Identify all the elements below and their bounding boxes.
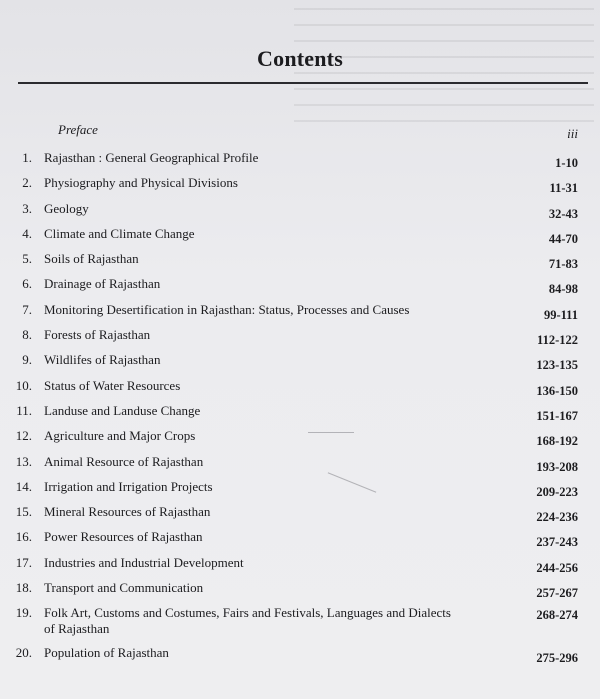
chapter-pages: 112-122 [537,333,578,348]
toc-entry [0,403,600,428]
page-title: Contents [257,46,343,71]
chapter-number: 15. [15,504,32,520]
chapter-title: Landuse and Landuse Change [44,402,201,418]
toc-entry [0,479,600,504]
toc-entry [0,378,600,403]
toc-entry [0,645,600,670]
chapter-number: 12. [15,428,32,444]
chapter-number: 2. [22,175,32,191]
chapter-title: Wildlifes of Rajasthan [44,352,161,368]
toc-entry [0,605,600,645]
chapter-number: 17. [15,554,32,570]
preface-page: iii [567,126,578,141]
chapter-pages: 11-31 [549,181,578,196]
chapter-title: Physiography and Physical Divisions [44,175,238,191]
chapter-title: Power Resources of Rajasthan [44,529,203,545]
chapter-pages: 151-167 [536,408,578,423]
chapter-number: 6. [22,276,32,292]
chapter-pages: 224-236 [536,510,578,525]
toc-entry [0,580,600,605]
chapter-pages: 268-274 [536,608,578,623]
chapter-pages: 84-98 [548,282,578,297]
toc-entry [0,352,600,377]
title-rule [18,82,588,84]
toc-entry [0,302,600,327]
toc-entry [0,226,600,251]
chapter-number: 16. [15,529,32,545]
chapter-title: Transport and Communication [44,580,204,596]
chapter-title: Geology [44,200,89,216]
chapter-pages: 275-296 [536,651,578,666]
chapter-number: 4. [22,225,32,241]
toc-entry [0,251,600,276]
chapter-number: 19. [15,605,32,621]
chapter-pages: 257-267 [536,586,578,601]
toc-entry [0,276,600,301]
chapter-pages: 123-135 [536,358,578,373]
chapter-title: Climate and Climate Change [44,225,195,241]
pencil-mark [308,432,354,433]
chapter-pages: 44-70 [548,231,578,246]
toc-entry [0,428,600,453]
chapter-title: Mineral Resources of Rajasthan [44,504,211,520]
chapter-pages: 1-10 [555,156,578,170]
chapter-title: Population of Rajasthan [44,645,169,661]
chapter-number: 7. [22,301,32,317]
chapter-title: Animal Resource of Rajasthan [44,453,204,469]
chapter-title: Soils of Rajasthan [44,251,139,267]
chapter-title: Status of Water Resources [44,377,181,393]
chapter-title: Drainage of Rajasthan [44,276,161,292]
contents-list [0,150,600,671]
chapter-pages: 237-243 [536,535,578,550]
chapter-pages: 244-256 [536,560,578,575]
chapter-pages: 136-150 [536,383,578,398]
preface-label: Preface [58,122,98,137]
chapter-pages: 209-223 [536,484,578,499]
chapter-number: 20. [15,645,32,661]
chapter-title: Monitoring Desertification in Rajasthan: Status, Processes and Causes [44,301,410,317]
toc-entry [0,555,600,580]
chapter-pages: 193-208 [536,459,578,474]
chapter-number: 1. [22,150,32,165]
chapter-title: Forests of Rajasthan [44,327,151,343]
chapter-pages: 71-83 [548,257,578,272]
chapter-pages: 32-43 [548,206,578,221]
toc-entry [0,529,600,554]
chapter-number: 10. [15,377,32,393]
toc-entry [0,150,600,175]
chapter-number: 3. [22,200,32,216]
chapter-number: 14. [15,478,32,494]
chapter-number: 18. [15,580,32,596]
toc-entry [0,175,600,200]
chapter-number: 11. [16,402,32,418]
toc-entry [0,454,600,479]
chapter-number: 8. [22,327,32,343]
chapter-title: Irrigation and Irrigation Projects [44,478,213,494]
chapter-pages: 168-192 [536,434,578,449]
toc-entry [0,201,600,226]
chapter-number: 13. [15,453,32,469]
chapter-pages: 99-111 [543,307,578,322]
chapter-number: 9. [22,352,32,368]
chapter-title: Rajasthan : General Geographical Profile [44,150,259,165]
toc-entry [0,504,600,529]
chapter-title: Agriculture and Major Crops [44,428,196,444]
chapter-number: 5. [22,251,32,267]
chapter-title: Industries and Industrial Development [44,554,244,570]
chapter-title: Folk Art, Customs and Costumes, Fairs and Festivals, Languages and Dialects of Rajasthan [44,605,451,637]
toc-entry [0,327,600,352]
